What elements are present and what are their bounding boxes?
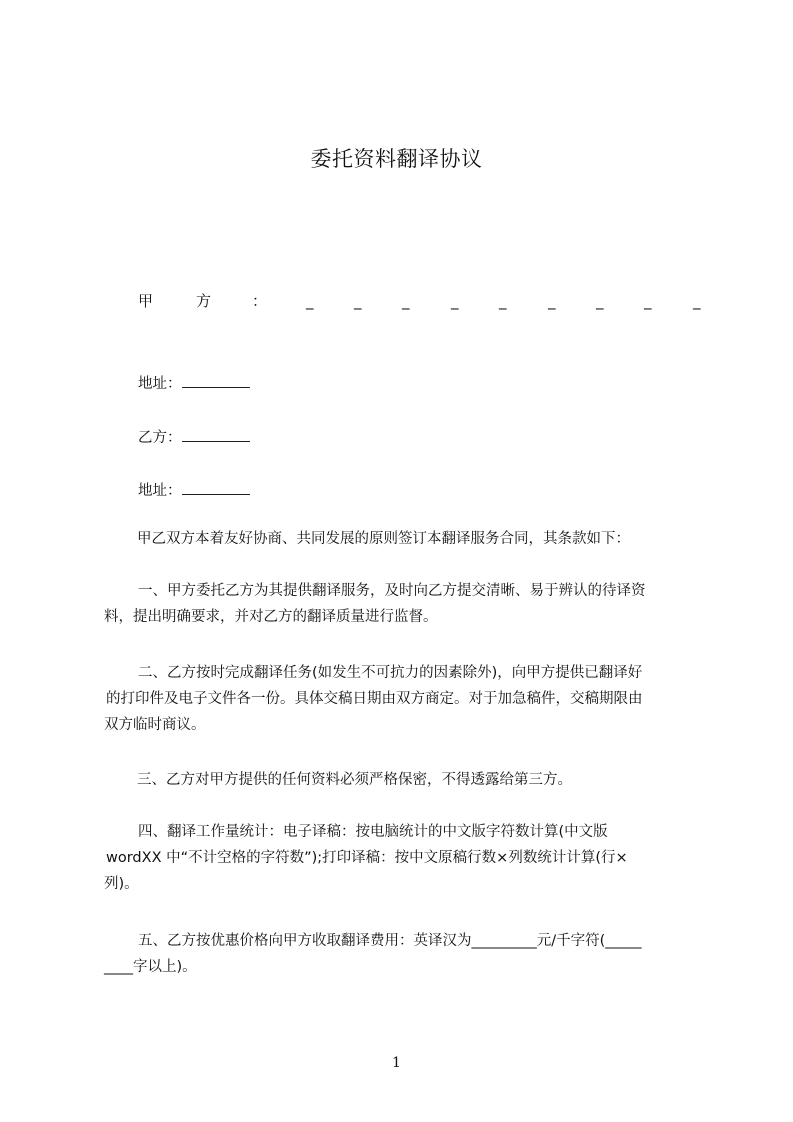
party-b-blank — [182, 427, 250, 442]
party-b-label: 乙方： — [138, 430, 182, 446]
clause-4 — [104, 819, 704, 897]
party-b-field — [138, 426, 250, 447]
party-a-blank-dash: _ — [499, 292, 507, 310]
address-a-blank — [182, 373, 250, 388]
party-a-label-char: 甲 — [138, 292, 154, 310]
party-a-label-char: 方 — [196, 292, 212, 310]
address-b-label: 地址： — [138, 483, 182, 499]
clause-line: 列)。 — [104, 876, 139, 892]
clause-3 — [137, 767, 737, 793]
party-a-blank-dash: _ — [451, 292, 459, 310]
address-b-field — [138, 479, 250, 500]
clause-1 — [104, 578, 704, 630]
clause-line: 三、乙方对甲方提供的任何资料必须严格保密，不得透露给第三方。 — [137, 772, 572, 788]
party-a-line — [138, 290, 703, 314]
party-a-blank-dash: _ — [548, 292, 556, 310]
party-a-blank-dash: _ — [402, 292, 410, 310]
clause-5 — [104, 928, 704, 980]
party-a-blank-dash: _ — [644, 292, 652, 310]
intro-paragraph — [137, 526, 737, 552]
clause-line: 二、乙方按时完成翻译任务(如发生不可抗力的因素除外)，向甲方提供已翻译好 — [138, 665, 643, 681]
address-a-label: 地址： — [138, 376, 182, 392]
clause-line: 的打印件及电子文件各一份。具体交稿日期由双方商定。对于加急稿件，交稿期限由 — [106, 691, 643, 707]
party-a-blank-dash: _ — [354, 292, 362, 310]
party-a-blank-dash: _ — [596, 292, 604, 310]
intro-text: 甲乙双方本着友好协商、共同发展的原则签订本翻译服务合同，其条款如下： — [137, 531, 630, 547]
clause-line: wordXX 中“不计空格的字符数”);打印译稿：按中文原稿行数×列数统计计算(行× — [106, 850, 628, 866]
page-number: 1 — [392, 1055, 401, 1071]
clause-2 — [104, 660, 704, 738]
party-a-blank-dash: _ — [306, 292, 314, 310]
clause-line: ____字以上)。 — [104, 959, 197, 975]
party-a-blank-dash: _ — [693, 292, 701, 310]
clause-line: 双方临时商议。 — [104, 717, 206, 733]
party-a-label-char: ： — [252, 292, 268, 310]
clause-line: 四、翻译工作量统计：电子译稿：按电脑统计的中文版字符数计算(中文版 — [138, 824, 608, 840]
address-b-blank — [182, 480, 250, 495]
clause-line: 五、乙方按优惠价格向甲方收取翻译费用：英译汉为_________元/千字符(_____ — [138, 933, 642, 949]
address-a-field — [138, 372, 250, 393]
document-title: 委托资料翻译协议 — [310, 147, 483, 171]
clause-line: 一、甲方委托乙方为其提供翻译服务，及时向乙方提交清晰、易于辨认的待译资 — [138, 583, 646, 599]
clause-line: 料，提出明确要求，并对乙方的翻译质量进行监督。 — [104, 609, 438, 625]
